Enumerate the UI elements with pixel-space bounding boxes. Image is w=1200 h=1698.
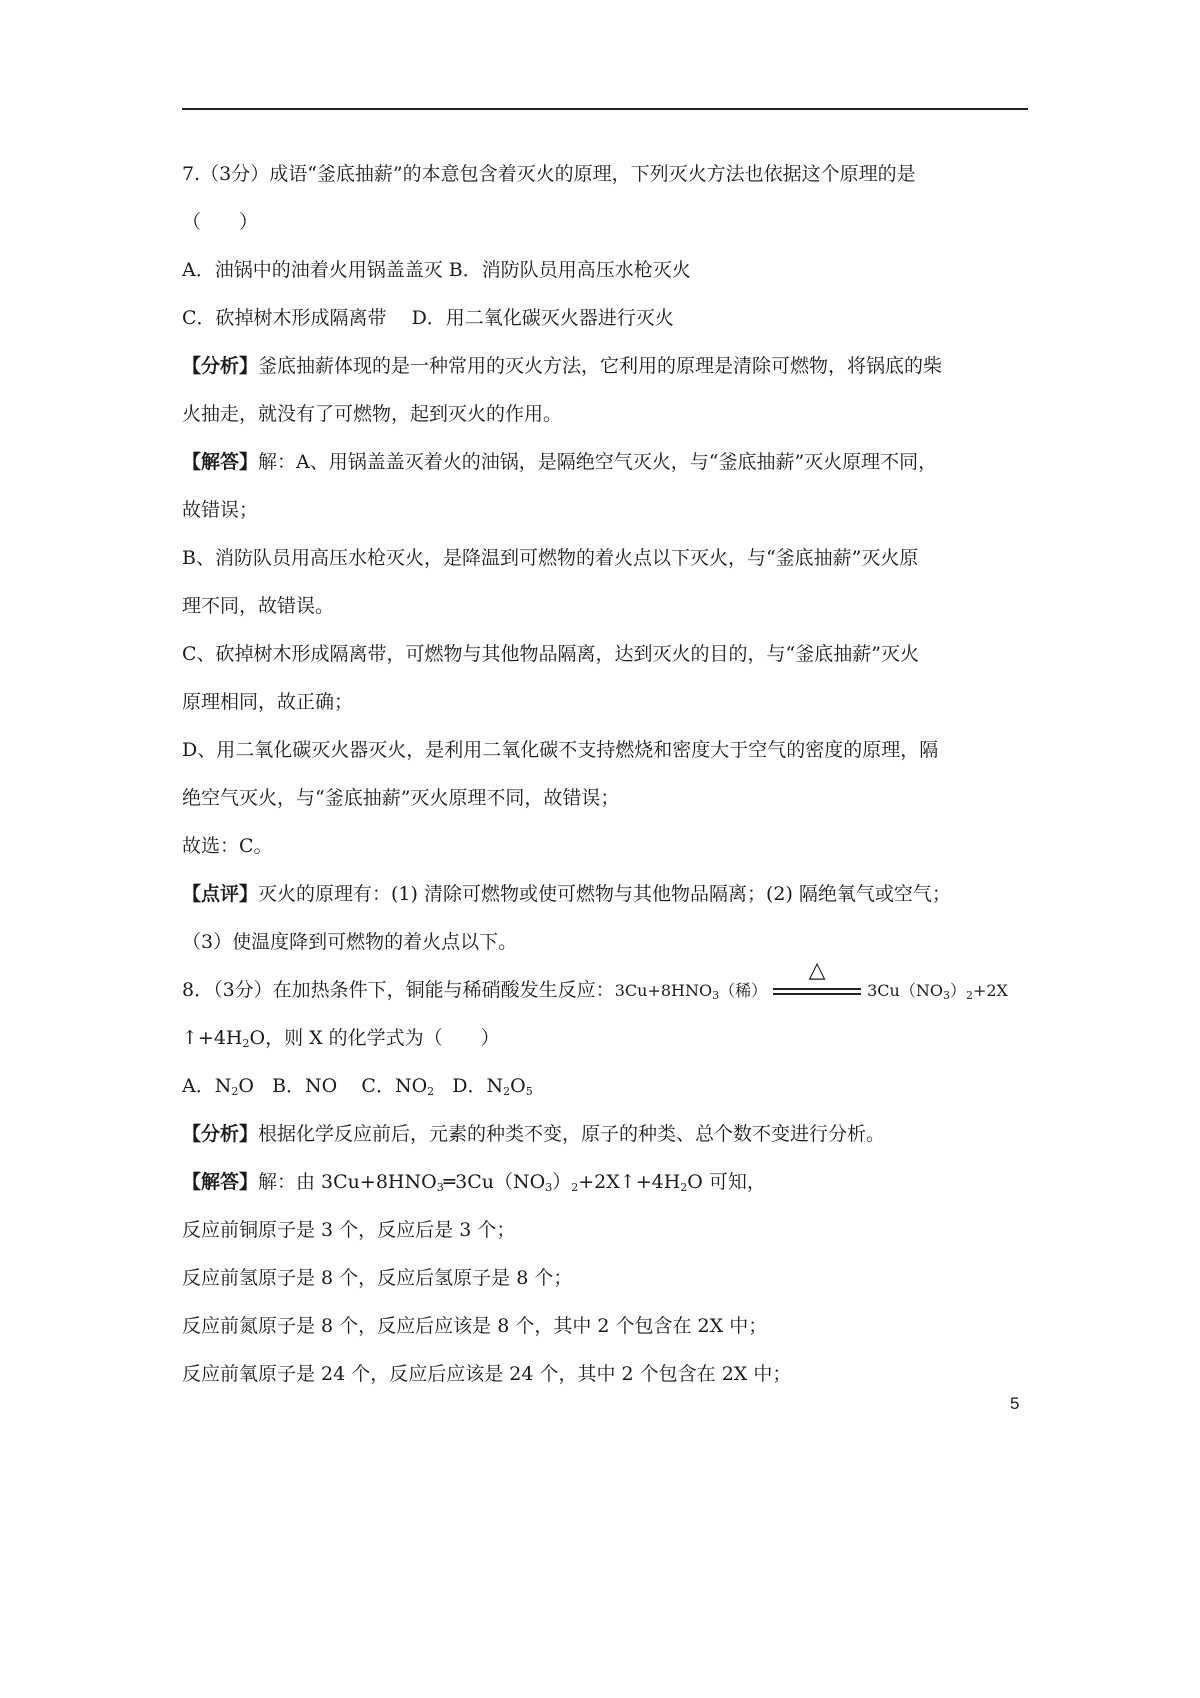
q7-answer-line2: 故错误； <box>182 499 259 521</box>
answer-sub4: 2 <box>680 1181 688 1194</box>
q8-stem-line1 <box>182 957 1028 1014</box>
analysis-text: 釜底抽薪体现的是一种常用的灭火方法，它利用的原理是清除可燃物，将锅底的柴 <box>258 355 943 377</box>
page-number: 5 <box>1010 1394 1020 1413</box>
q7-answer-line1 <box>182 438 1028 486</box>
q7-c-line2: 原理相同，故正确； <box>182 691 354 713</box>
q7-b-line1: B、消防队员用高压水枪灭火，是降温到可燃物的着火点以下灭火，与“釜底抽薪”灭火原 <box>182 547 919 569</box>
answer-mid: ） <box>552 1171 572 1193</box>
q7-stem-line1: 7.（3分）成语“釜底抽薪”的本意包含着灭火的原理，下列灭火方法也依据这个原理的是 <box>182 163 916 185</box>
option-a-tail: O <box>238 1075 254 1097</box>
eq-left-tail: （稀） <box>719 981 768 1000</box>
q7-stem-line2: （ ） <box>182 211 259 233</box>
q7-comment-line1 <box>182 870 1028 918</box>
option-b: B．NO <box>272 1075 338 1097</box>
q8-answer <box>182 1158 1028 1206</box>
answer-sub1: 3 <box>436 1181 444 1194</box>
q8-stem-line2 <box>182 1014 1028 1062</box>
q7-comment-line2: （3）使温度降到可燃物的着火点以下。 <box>182 931 518 953</box>
q7-choice: 故选：C。 <box>182 835 273 857</box>
eq-left: 3Cu+8HNO <box>614 981 713 1000</box>
q8-stem-text: 8．（3分）在加热条件下，铜能与稀硝酸发生反应： <box>182 979 615 1001</box>
analysis-tag: 【分析】 <box>182 355 259 377</box>
answer-eq: ═3Cu（NO <box>443 1171 546 1193</box>
delta-condition-icon: △ <box>808 957 826 983</box>
option-d-sub2: 5 <box>525 1085 533 1098</box>
heating-equals-sign <box>773 957 861 1002</box>
eq-right-sub1: 3 <box>942 989 950 1002</box>
answer-tail2: O 可知， <box>687 1171 766 1193</box>
q7-options-cd: C．砍掉树木形成隔离带 D．用二氧化碳灭火器进行灭火 <box>182 307 674 329</box>
q8-oxygen-count: 反应前氧原子是 24 个，反应后应该是 24 个，其中 2 个包含在 2X 中； <box>182 1363 792 1385</box>
option-a-sub: 2 <box>231 1085 239 1098</box>
answer-tag: 【解答】 <box>182 1171 259 1193</box>
q7-options-ab: A．油锅中的油着火用锅盖盖灭 B．消防队员用高压水枪灭火 <box>182 259 691 281</box>
option-a: A．N <box>182 1075 232 1097</box>
answer-tag: 【解答】 <box>182 451 259 473</box>
q7-d-line2: 绝空气灭火，与“釜底抽薪”灭火原理不同，故错误； <box>182 787 620 809</box>
q8-hydrogen-count: 反应前氢原子是 8 个，反应后氢原子是 8 个； <box>182 1267 573 1289</box>
eq-right-sub2: 2 <box>965 989 973 1002</box>
eq-right-mid: ） <box>949 981 966 1000</box>
option-c-sub: 2 <box>427 1085 435 1098</box>
answer-text: 解：A、用锅盖盖灭着火的油锅，是隔绝空气灭火，与“釜底抽薪”灭火原理不同， <box>258 451 938 473</box>
q8-stem2-sub: 2 <box>242 1037 250 1050</box>
option-d: D．N <box>452 1075 504 1097</box>
eq-left-sub: 3 <box>712 989 720 1002</box>
q8-options <box>182 1062 1028 1110</box>
comment-text: 灭火的原理有：(1) 清除可燃物或使可燃物与其他物品隔离；(2) 隔绝氧气或空气； <box>258 883 951 905</box>
analysis-text: 根据化学反应前后，元素的种类不变，原子的种类、总个数不变进行分析。 <box>258 1123 886 1145</box>
option-d-sub1: 2 <box>503 1085 511 1098</box>
answer-sub3: 2 <box>571 1181 579 1194</box>
eq-right-tail: +2X <box>972 981 1008 1000</box>
q7-analysis-line1 <box>182 342 1028 390</box>
q7-b-line2: 理不同，故错误。 <box>182 595 335 617</box>
q8-stem2-pre: ↑+4H <box>182 1027 243 1049</box>
q7-analysis-line2: 火抽走，就没有了可燃物，起到灭火的作用。 <box>182 403 563 425</box>
answer-sub2: 3 <box>545 1181 553 1194</box>
q7-d-line1: D、用二氧化碳灭火器灭火，是利用二氧化碳不支持燃烧和密度大于空气的密度的原理，隔 <box>182 739 939 761</box>
chemical-equation <box>614 957 1008 1002</box>
header-rule <box>182 108 1028 110</box>
answer-pre: 解：由 3Cu+8HNO <box>258 1171 437 1193</box>
option-c: C．NO <box>361 1075 428 1097</box>
comment-tag: 【点评】 <box>182 883 259 905</box>
q8-nitrogen-count: 反应前氮原子是 8 个，反应后应该是 8 个，其中 2 个包含在 2X 中； <box>182 1315 768 1337</box>
option-d-mid: O <box>510 1075 526 1097</box>
answer-tail1: +2X↑+4H <box>578 1171 681 1193</box>
q7-c-line1: C、砍掉树木形成隔离带，可燃物与其他物品隔离，达到灭火的目的，与“釜底抽薪”灭火 <box>182 643 919 665</box>
eq-right: 3Cu（NO <box>867 981 943 1000</box>
q8-analysis <box>182 1110 1028 1158</box>
q8-stem2-post: O，则 X 的化学式为（ ） <box>249 1027 500 1049</box>
page-content <box>182 150 1028 1398</box>
q8-copper-count: 反应前铜原子是 3 个，反应后是 3 个； <box>182 1219 516 1241</box>
analysis-tag: 【分析】 <box>182 1123 259 1145</box>
